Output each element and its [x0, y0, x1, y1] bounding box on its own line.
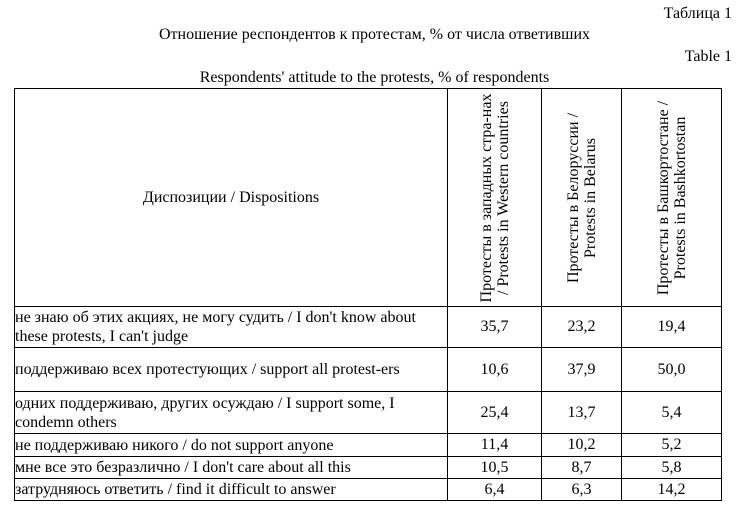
cell-western: 6,4 — [448, 479, 542, 501]
table-row — [15, 392, 722, 434]
table-label-en: Table 1 — [684, 48, 732, 65]
row-label: затрудняюсь ответить / find it difficult to answer — [15, 479, 448, 501]
cell-bashkortostan: 19,4 — [622, 307, 722, 348]
table-row — [15, 457, 722, 479]
header-row — [15, 89, 722, 307]
cell-western: 35,7 — [448, 307, 542, 348]
table-row — [15, 434, 722, 457]
row-label: не поддерживаю никого / do not support anyone — [15, 434, 448, 457]
cell-belarus: 23,2 — [542, 307, 622, 348]
respondents-table — [14, 88, 722, 501]
cell-bashkortostan: 14,2 — [622, 479, 722, 501]
table-title-ru: Отношение респондентов к протестам, % от числа ответивших — [159, 26, 590, 43]
header-western-label: Протесты в западных стра-нах / Protests in Western countries — [477, 93, 512, 302]
cell-western: 11,4 — [448, 434, 542, 457]
row-label: не знаю об этих акциях, не могу судить / I don't know about these protests, I can't judge — [15, 307, 448, 348]
header-dispositions: Диспозиции / Dispositions — [15, 89, 448, 307]
cell-belarus: 10,2 — [542, 434, 622, 457]
cell-belarus: 6,3 — [542, 479, 622, 501]
cell-western: 10,5 — [448, 457, 542, 479]
table-row — [15, 479, 722, 501]
cell-bashkortostan: 50,0 — [622, 348, 722, 392]
cell-bashkortostan: 5,4 — [622, 392, 722, 434]
cell-bashkortostan: 5,2 — [622, 434, 722, 457]
table-row — [15, 348, 722, 392]
table-label-ru: Таблица 1 — [663, 5, 732, 22]
row-label: поддерживаю всех протестующих / support all protest-ers — [15, 348, 448, 392]
cell-belarus: 8,7 — [542, 457, 622, 479]
row-label: мне все это безразлично / I don't care about all this — [15, 457, 448, 479]
header-bashkortostan-label: Протесты в Башкортостане / Protests in Bashkortostan — [654, 100, 689, 295]
header-bashkortostan — [622, 89, 722, 307]
cell-bashkortostan: 5,8 — [622, 457, 722, 479]
table-row — [15, 307, 722, 348]
header-belarus-label: Протесты в Белоруссии / Protests in Belarus — [564, 112, 599, 283]
row-label: одних поддерживаю, других осуждаю / I support some, I condemn others — [15, 392, 448, 434]
header-western — [448, 89, 542, 307]
cell-western: 25,4 — [448, 392, 542, 434]
cell-western: 10,6 — [448, 348, 542, 392]
cell-belarus: 37,9 — [542, 348, 622, 392]
table-title-en: Respondents' attitude to the protests, % of respondents — [199, 69, 550, 86]
header-belarus — [542, 89, 622, 307]
cell-belarus: 13,7 — [542, 392, 622, 434]
